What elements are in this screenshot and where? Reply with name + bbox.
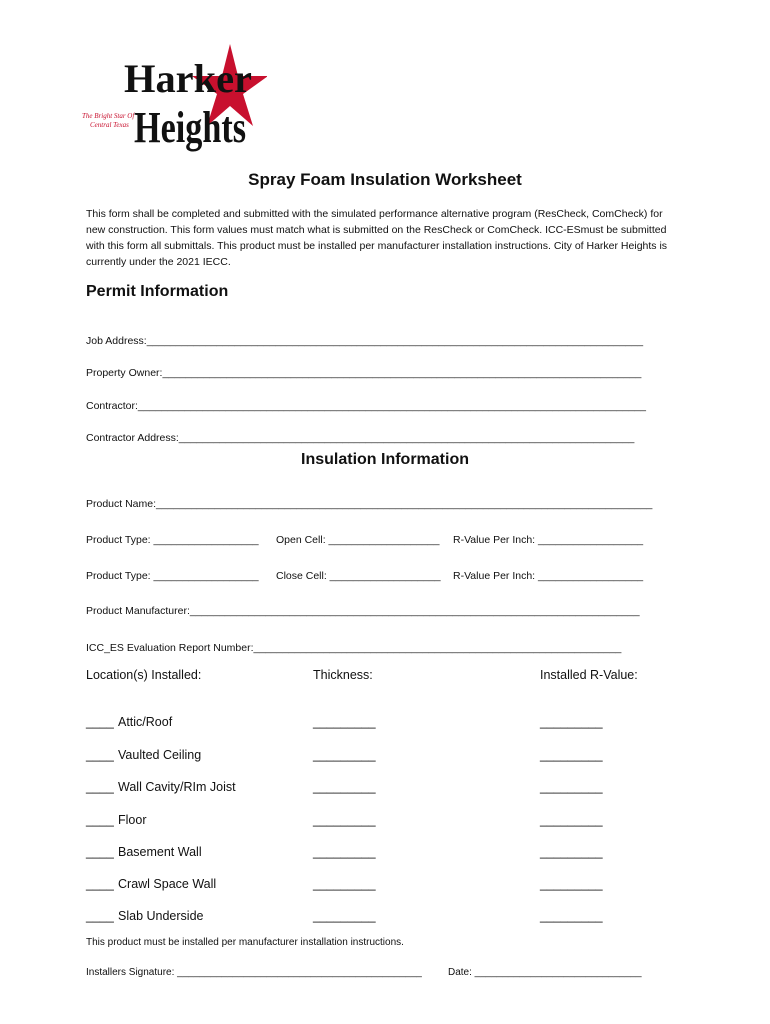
location-label: Basement Wall: [118, 845, 202, 859]
job-address-field[interactable]: Job Address:_____________________________________________________________________________________: [86, 335, 644, 347]
check-blank[interactable]: ____: [86, 909, 114, 923]
check-blank[interactable]: ____: [86, 748, 114, 762]
thickness-blank[interactable]: _________: [313, 909, 376, 923]
permit-heading: Permit Information: [86, 283, 229, 300]
property-owner-field[interactable]: Property Owner:__________________________________________________________________________________: [86, 367, 642, 379]
form-title: Spray Foam Insulation Worksheet: [248, 170, 522, 189]
product-manufacturer-field[interactable]: Product Manufacturer:_____________________________________________________________________________: [86, 605, 640, 617]
col-rvalue-header: Installed R-Value:: [540, 668, 638, 682]
thickness-blank[interactable]: _________: [313, 813, 376, 827]
logo-tagline-1: The Bright Star Of: [82, 112, 135, 120]
logo-line1: Harker: [124, 56, 252, 101]
thickness-blank[interactable]: _________: [313, 748, 376, 762]
rvalue-blank[interactable]: _________: [540, 813, 603, 827]
logo-graphic: [82, 42, 267, 160]
check-blank[interactable]: ____: [86, 715, 114, 729]
install-note: This product must be installed per manufacturer installation instructions.: [86, 937, 404, 948]
check-blank[interactable]: ____: [86, 845, 114, 859]
product-name-field[interactable]: Product Name:_____________________________________________________________________________________: [86, 498, 653, 510]
rvalue-per-inch-field-2[interactable]: R-Value Per Inch: __________________: [453, 570, 644, 582]
intro-paragraph: This form shall be completed and submitted with the simulated performance alternative program (ResCheck, ComCheck) for new construction. This form values must match what is submitted on the ResCheck or ComCheck. ICC-ESmust be submitted with this form all submittals. This product must be installed per manufacturer installation instructions. City of Harker Heights is currently under the 2021 IECC.: [86, 208, 668, 268]
rvalue-per-inch-field-1[interactable]: R-Value Per Inch: __________________: [453, 534, 644, 546]
close-cell-field[interactable]: Close Cell: ___________________: [276, 570, 441, 582]
col-thickness-header: Thickness:: [313, 668, 373, 682]
rvalue-blank[interactable]: _________: [540, 909, 603, 923]
rvalue-blank[interactable]: _________: [540, 845, 603, 859]
rvalue-blank[interactable]: _________: [540, 715, 603, 729]
rvalue-blank[interactable]: _________: [540, 748, 603, 762]
location-label: Attic/Roof: [118, 715, 173, 729]
product-type-field-1[interactable]: Product Type: __________________: [86, 534, 259, 546]
contractor-field[interactable]: Contractor:_______________________________________________________________________________________: [86, 400, 646, 412]
location-label: Vaulted Ceiling: [118, 748, 202, 762]
check-blank[interactable]: ____: [86, 780, 114, 794]
location-label: Slab Underside: [118, 909, 204, 923]
city-logo: [82, 42, 267, 160]
product-type-field-2[interactable]: Product Type: __________________: [86, 570, 259, 582]
location-label: Crawl Space Wall: [118, 877, 217, 891]
open-cell-field[interactable]: Open Cell: ___________________: [276, 534, 440, 546]
signature-field[interactable]: Installers Signature: ____________________________________________: [86, 967, 422, 978]
logo-line2: Heights: [134, 103, 246, 152]
location-label: Floor: [118, 813, 147, 827]
check-blank[interactable]: ____: [86, 813, 114, 827]
check-blank[interactable]: ____: [86, 877, 114, 891]
insulation-heading: Insulation Information: [301, 451, 469, 468]
location-label: Wall Cavity/RIm Joist: [118, 780, 236, 794]
col-location-header: Location(s) Installed:: [86, 668, 202, 682]
thickness-blank[interactable]: _________: [313, 877, 376, 891]
contractor-address-field[interactable]: Contractor Address:______________________________________________________________________________: [86, 432, 635, 444]
logo-tagline-2: Central Texas: [90, 121, 129, 129]
thickness-blank[interactable]: _________: [313, 715, 376, 729]
date-field[interactable]: Date: ______________________________: [448, 967, 642, 978]
icc-report-field[interactable]: ICC_ES Evaluation Report Number:_______________________________________________________________: [86, 642, 622, 654]
rvalue-blank[interactable]: _________: [540, 780, 603, 794]
thickness-blank[interactable]: _________: [313, 780, 376, 794]
rvalue-blank[interactable]: _________: [540, 877, 603, 891]
thickness-blank[interactable]: _________: [313, 845, 376, 859]
